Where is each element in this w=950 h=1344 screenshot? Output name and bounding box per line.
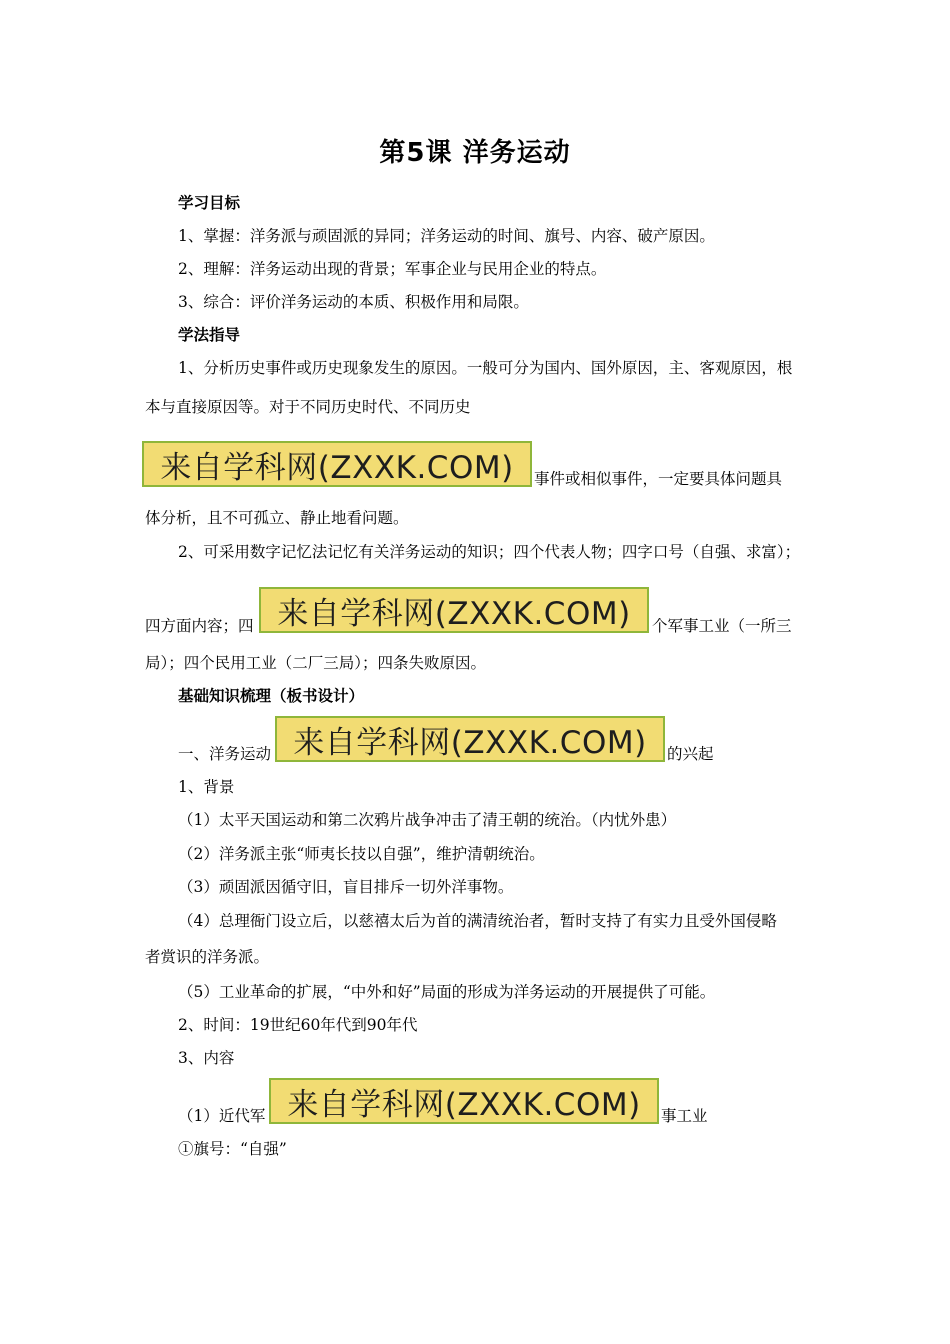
paragraph-line: 1、分析历史事件或历史现象发生的原因。一般可分为国内、国外原因，主、客观原因，根 (178, 359, 793, 377)
section-heading-method-guide: 学法指导 (178, 326, 241, 344)
paragraph-line: （3）顽固派因循守旧，盲目排斥一切外洋事物。 (178, 878, 514, 896)
paragraph-line: 2、理解：洋务运动出现的背景；军事企业与民用企业的特点。 (178, 260, 607, 278)
paragraph-line: 本与直接原因等。对于不同历史时代、不同历史 (145, 398, 471, 416)
paragraph-line: 3、综合：评价洋务运动的本质、积极作用和局限。 (178, 293, 529, 311)
paragraph-line: 1、掌握：洋务派与顽固派的异同；洋务运动的时间、旗号、内容、破产原因。 (178, 227, 715, 245)
paragraph-line: （2）洋务派主张“师夷长技以自强”，维护清朝统治。 (178, 845, 545, 863)
paragraph-line: 体分析，且不可孤立、静止地看问题。 (145, 509, 409, 527)
section-heading-learning-goals: 学习目标 (178, 194, 241, 212)
page-title: 第5课 洋务运动 (379, 138, 571, 168)
paragraph-line: （4）总理衙门设立后，以慈禧太后为首的满清统治者，暂时支持了有实力且受外国侵略 (178, 912, 777, 930)
paragraph-line: 3、内容 (178, 1049, 235, 1067)
paragraph-line: 者赏识的洋务派。 (145, 948, 270, 966)
watermark-banner: 来自学科网(ZXXK.COM) (142, 441, 532, 487)
paragraph-line: （1）近代军 (178, 1107, 266, 1125)
paragraph-line: 一、洋务运动 (178, 745, 272, 763)
paragraph-line: 局）；四个民用工业（二厂三局）；四条失败原因。 (145, 654, 487, 672)
watermark-banner: 来自学科网(ZXXK.COM) (269, 1078, 659, 1124)
watermark-banner: 来自学科网(ZXXK.COM) (275, 716, 665, 762)
paragraph-line: 2、时间：19世纪60年代到90年代 (178, 1016, 418, 1034)
paragraph-line: 事件或相似事件，一定要具体问题具 (534, 470, 783, 488)
paragraph-line: 个军事工业（一所三 (652, 617, 792, 635)
paragraph-line: （5）工业革命的扩展，“中外和好”局面的形成为洋务运动的开展提供了可能。 (178, 983, 716, 1001)
paragraph-line: ①旗号：“自强” (178, 1140, 287, 1158)
paragraph-line: 的兴起 (667, 745, 714, 763)
paragraph-line: 1、背景 (178, 778, 235, 796)
watermark-banner: 来自学科网(ZXXK.COM) (259, 587, 649, 633)
paragraph-line: （1）太平天国运动和第二次鸦片战争冲击了清王朝的统治。（内忧外患） (178, 811, 677, 829)
section-heading-knowledge-review: 基础知识梳理（板书设计） (178, 687, 365, 705)
paragraph-line: 四方面内容；四 (145, 617, 254, 635)
paragraph-line: 2、可采用数字记忆法记忆有关洋务运动的知识；四个代表人物；四字口号（自强、求富）； (178, 543, 801, 561)
paragraph-line: 事工业 (661, 1107, 708, 1125)
